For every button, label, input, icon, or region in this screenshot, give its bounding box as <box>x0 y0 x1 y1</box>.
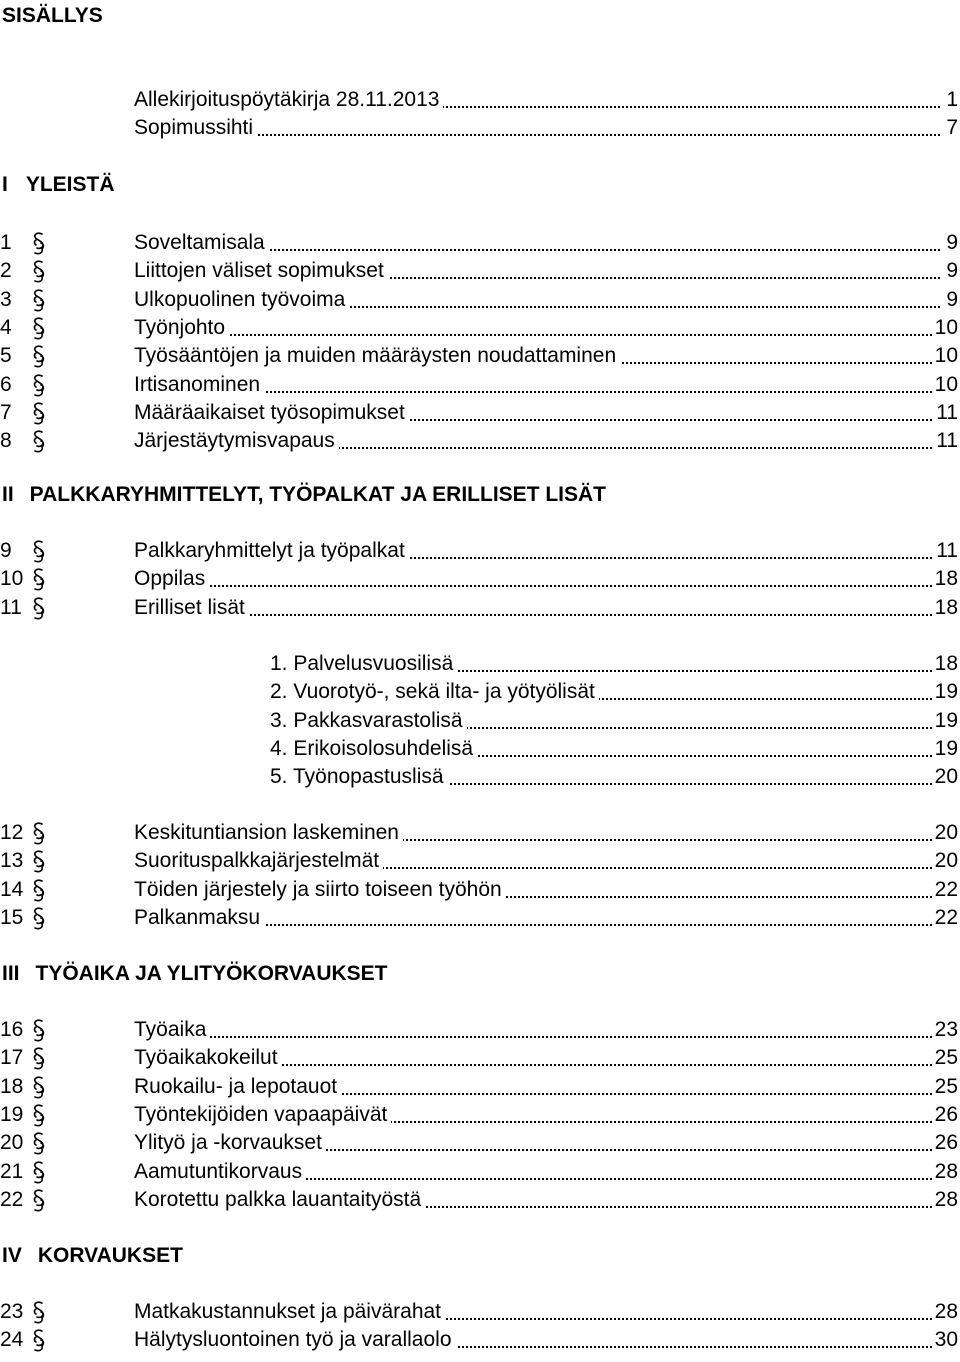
section-number: 13 <box>0 849 24 873</box>
section-number: 18 <box>0 1074 24 1098</box>
page-number: 26 <box>932 1101 958 1129</box>
section-sign-icon <box>30 1188 48 1214</box>
toc-entry <box>0 819 958 847</box>
entry-label: Suorituspalkkajärjestelmät <box>134 847 383 875</box>
toc-entry <box>0 904 958 932</box>
toc-subentry <box>0 650 958 678</box>
page-number: 11 <box>933 399 958 427</box>
section-number: 5 <box>0 344 12 368</box>
preface-entry <box>0 86 958 114</box>
page-number: 9 <box>943 229 958 257</box>
toc-entry <box>0 314 958 342</box>
entry-label: Määräaikaiset työsopimukset <box>134 399 409 427</box>
section-sign-icon <box>30 316 48 342</box>
page-number: 10 <box>932 342 958 370</box>
leader-dots <box>134 614 940 616</box>
section-sign <box>30 344 48 370</box>
page-number: 9 <box>943 257 958 285</box>
roman-numeral: I <box>2 173 8 196</box>
entry-label: Työnjohto <box>134 314 229 342</box>
heading-text: YLEISTÄ <box>25 173 115 196</box>
section-sign-icon <box>30 1328 48 1354</box>
section-number: 19 <box>0 1102 24 1126</box>
section-number: 23 <box>0 1300 24 1323</box>
page-number: 10 <box>932 314 958 342</box>
roman-numeral: III <box>2 962 20 985</box>
section-number: 7 <box>0 400 12 424</box>
section-number: 20 <box>0 1131 24 1155</box>
entry-label: Matkakustannukset ja päivärahat <box>134 1298 445 1326</box>
page-number: 28 <box>932 1186 958 1214</box>
entry-label: Sopimussihti <box>134 114 257 142</box>
entry-label: Ulkopuolinen työvoima <box>134 286 349 314</box>
section-number: 24 <box>0 1328 24 1352</box>
section-sign-icon <box>30 231 48 257</box>
toc-entry <box>0 1101 958 1129</box>
section-sign <box>30 849 48 875</box>
page-number: 20 <box>932 847 958 875</box>
page-number: 25 <box>932 1044 958 1072</box>
section-sign <box>30 231 48 257</box>
entry-label: 5. Työnopastuslisä <box>270 763 448 791</box>
roman-numeral: II <box>2 483 14 506</box>
section-sign <box>30 1300 48 1326</box>
entry-label: Työntekijöiden vapaapäivät <box>134 1101 391 1129</box>
entry-label: 3. Pakkasvarastolisä <box>270 707 467 735</box>
section-sign-icon <box>30 596 48 622</box>
toc-entry <box>0 1044 958 1072</box>
toc-entry <box>0 1016 958 1044</box>
toc-subentry <box>0 735 958 763</box>
entry-label: Erilliset lisät <box>134 594 249 622</box>
page-number: 28 <box>932 1158 958 1186</box>
section-sign <box>30 1188 48 1214</box>
entry-label: Korotettu palkka lauantaityöstä <box>134 1186 425 1214</box>
section-sign <box>30 1018 48 1044</box>
leader-dots <box>134 1036 940 1038</box>
section-sign-icon <box>30 288 48 314</box>
toc-entry <box>0 876 958 904</box>
entry-label: Liittojen väliset sopimukset <box>134 257 388 285</box>
page-number: 18 <box>932 594 958 622</box>
section-sign-icon <box>30 1103 48 1129</box>
entry-label: Aamutuntikorvaus <box>134 1158 306 1186</box>
section-sign-icon <box>30 429 48 455</box>
section-sign-icon <box>30 1300 48 1326</box>
section-sign <box>30 316 48 342</box>
section-number: 12 <box>0 821 24 844</box>
page-number: 25 <box>932 1073 958 1101</box>
entry-label: Työaika <box>134 1016 210 1044</box>
section-sign-icon <box>30 1160 48 1186</box>
page-number: 20 <box>932 763 958 791</box>
leader-dots <box>134 585 940 587</box>
heading-text: TYÖAIKA JA YLITYÖKORVAUKSET <box>35 962 388 985</box>
page-number: 11 <box>933 427 958 455</box>
section-sign <box>30 288 48 314</box>
page-number: 18 <box>932 565 958 593</box>
section-sign <box>30 401 48 427</box>
toc-entry <box>0 427 958 455</box>
page-number: 22 <box>932 904 958 932</box>
page-number: 10 <box>932 371 958 399</box>
toc-entry <box>0 1129 958 1157</box>
section-sign-icon <box>30 373 48 399</box>
page-number: 26 <box>932 1129 958 1157</box>
entry-label: Allekirjoituspöytäkirja 28.11.2013 <box>134 86 443 114</box>
page-number: 18 <box>932 650 958 678</box>
section-sign-icon <box>30 259 48 285</box>
section-number: 21 <box>0 1159 24 1183</box>
section-sign <box>30 1103 48 1129</box>
section-number: 14 <box>0 877 24 901</box>
section-number: 4 <box>0 315 12 339</box>
section-sign <box>30 1160 48 1186</box>
roman-numeral: IV <box>2 1244 22 1267</box>
page-number: 19 <box>932 707 958 735</box>
section-number: 8 <box>0 429 12 453</box>
section-sign-icon <box>30 906 48 932</box>
section-sign-icon <box>30 849 48 875</box>
section-sign <box>30 1131 48 1157</box>
section-sign <box>30 567 48 593</box>
toc-entry <box>0 229 958 257</box>
section-sign <box>30 373 48 399</box>
page-number: 20 <box>932 819 958 847</box>
toc-entry <box>0 847 958 875</box>
section-number: 17 <box>0 1046 24 1070</box>
entry-label: Ylityö ja -korvaukset <box>134 1129 326 1157</box>
section-number: 3 <box>0 287 12 311</box>
section-number: 11 <box>0 595 22 619</box>
section-number: 1 <box>0 231 12 254</box>
section-heading <box>2 481 606 509</box>
page-number: 9 <box>943 286 958 314</box>
section-heading <box>2 960 388 988</box>
entry-label: Keskituntiansion laskeminen <box>134 819 403 847</box>
section-sign <box>30 1046 48 1072</box>
preface-entry <box>0 114 958 142</box>
toc-entry <box>0 257 958 285</box>
toc-entry <box>0 1186 958 1214</box>
leader-dots <box>134 334 940 336</box>
section-sign <box>30 878 48 904</box>
toc-entry <box>0 1158 958 1186</box>
entry-label: Järjestäytymisvapaus <box>134 427 339 455</box>
toc-entry <box>0 286 958 314</box>
entry-label: Irtisanominen <box>134 371 264 399</box>
section-number: 22 <box>0 1187 24 1211</box>
section-sign <box>30 539 48 565</box>
toc-entry <box>0 537 958 565</box>
toc-entry <box>0 399 958 427</box>
entry-label: Palkkaryhmittelyt ja työpalkat <box>134 537 409 565</box>
toc-entry <box>0 594 958 622</box>
section-number: 2 <box>0 259 12 283</box>
section-number: 16 <box>0 1018 24 1041</box>
page-number: 7 <box>943 114 958 142</box>
entry-label: Työsääntöjen ja muiden määräysten noudattaminen <box>134 342 620 370</box>
section-number: 6 <box>0 372 12 396</box>
toc-entry <box>0 342 958 370</box>
entry-label: Oppilas <box>134 565 209 593</box>
section-sign-icon <box>30 1046 48 1072</box>
entry-label: Soveltamisala <box>134 229 269 257</box>
section-sign <box>30 906 48 932</box>
entry-label: 1. Palvelusvuosilisä <box>270 650 457 678</box>
toc-entry <box>0 1298 958 1326</box>
page-number: 22 <box>932 876 958 904</box>
section-number: 15 <box>0 905 24 929</box>
entry-label: 4. Erikoisolosuhdelisä <box>270 735 477 763</box>
section-sign <box>30 596 48 622</box>
entry-label: Työaikakokeilut <box>134 1044 282 1072</box>
toc-subentry <box>0 707 958 735</box>
entry-label: Palkanmaksu <box>134 904 264 932</box>
section-heading <box>2 171 115 199</box>
section-sign-icon <box>30 344 48 370</box>
section-heading <box>2 1242 183 1270</box>
toc-title: SISÄLLYS <box>2 4 103 27</box>
page-number: 28 <box>932 1298 958 1326</box>
page-number: 1 <box>943 86 958 114</box>
page-number: 11 <box>933 537 958 565</box>
section-number: 9 <box>0 539 12 562</box>
toc-entry <box>0 565 958 593</box>
section-number: 10 <box>0 567 24 591</box>
toc-subentry <box>0 763 958 791</box>
section-sign <box>30 429 48 455</box>
toc-subentry <box>0 678 958 706</box>
section-sign <box>30 259 48 285</box>
heading-text: PALKKARYHMITTELYT, TYÖPALKAT JA ERILLISET LISÄT <box>29 483 607 506</box>
section-sign-icon <box>30 539 48 565</box>
entry-label: Ruokailu- ja lepotauot <box>134 1073 341 1101</box>
section-sign <box>30 1328 48 1354</box>
toc-entry <box>0 371 958 399</box>
toc-entry <box>0 1073 958 1101</box>
section-sign-icon <box>30 878 48 904</box>
section-sign <box>30 1075 48 1101</box>
entry-label: 2. Vuorotyö-, sekä ilta- ja yötyölisät <box>270 678 599 706</box>
section-sign-icon <box>30 1131 48 1157</box>
section-sign <box>30 821 48 847</box>
page-number: 19 <box>932 735 958 763</box>
section-sign-icon <box>30 1018 48 1044</box>
page-number: 19 <box>932 678 958 706</box>
entry-label: Töiden järjestely ja siirto toiseen työhön <box>134 876 506 904</box>
entry-label: Hälytysluontoinen työ ja varallaolo <box>134 1326 456 1354</box>
page-number: 23 <box>932 1016 958 1044</box>
section-sign-icon <box>30 567 48 593</box>
page-number: 30 <box>932 1326 958 1354</box>
section-sign-icon <box>30 821 48 847</box>
heading-text: KORVAUKSET <box>37 1244 183 1267</box>
section-sign-icon <box>30 1075 48 1101</box>
toc-entry <box>0 1326 958 1354</box>
section-sign-icon <box>30 401 48 427</box>
